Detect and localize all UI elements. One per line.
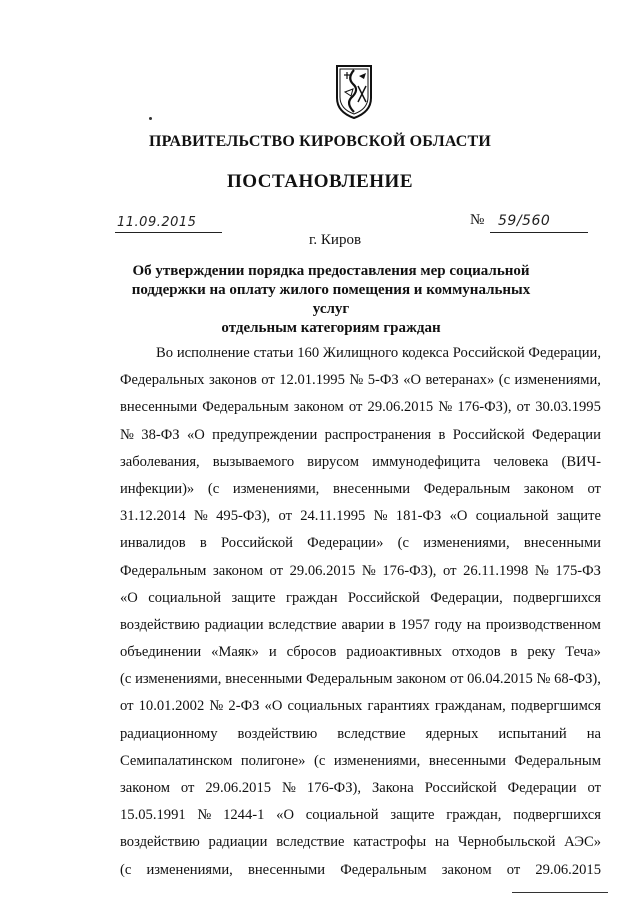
subject-line: Об утверждении порядка предоставления мер социальной (132, 263, 530, 279)
body-line: объединении «Маяк» и сбросов радиоактивных отходов в реку Теча» (120, 644, 601, 661)
body-line: 31.12.2014 № 495-ФЗ), от 24.11.1995 № 181-ФЗ «О социальной защите (120, 508, 601, 525)
body-line: заболевания, вызываемого вирусом иммунодефицита человека (ВИЧ- (120, 453, 601, 470)
document-number: 59/560 (498, 213, 551, 229)
body-line: 15.05.1991 № 1244-1 «О социальной защите граждан, подвергшихся (120, 807, 601, 824)
document-subject (120, 262, 542, 338)
number-label: № (470, 212, 485, 228)
body-text (120, 340, 601, 884)
subject-line: поддержки на оплату жилого помещения и коммунальных услуг (131, 282, 531, 317)
document-type: ПОСТАНОВЛЕНИЕ (226, 171, 414, 192)
body-line: радиационному воздействию вследствие ядерных испытаний на (120, 725, 601, 742)
body-line: (с изменениями, внесенными Федеральным законом от 06.04.2015 № 68-ФЗ), (120, 671, 601, 688)
kirov-emblem-icon (333, 62, 375, 120)
coat-of-arms-emblem (333, 62, 375, 120)
body-line: № 38-ФЗ «О предупреждении распространения в Российской Федерации (120, 426, 601, 443)
body-line: законом от 29.06.2015 № 176-ФЗ), Закона Российской Федерации от (120, 780, 601, 796)
body-line: воздействию радиации вследствие аварии в 1957 году на производственном (120, 616, 601, 633)
scan-artifact-dot (149, 117, 152, 120)
government-title: ПРАВИТЕЛЬСТВО КИРОВСКОЙ ОБЛАСТИ (148, 133, 492, 150)
body-line: инфекции)» (с изменениями, внесенными Федеральным законом от (120, 480, 601, 497)
body-line: (с изменениями, внесенными Федеральным законом от 29.06.2015 (120, 861, 601, 878)
body-line: «О социальной защите граждан Российской Федерации, подвергшихся (120, 589, 601, 606)
body-line: Во исполнение статьи 160 Жилищного кодекса Российской Федерации, (156, 345, 601, 361)
body-line: Федеральным законом от 29.06.2015 № 176-ФЗ), от 26.11.1998 № 175-ФЗ (120, 562, 601, 579)
body-line: инвалидов в Российской Федерации» (с изменениями, внесенными (120, 535, 601, 552)
body-line: от 10.01.2002 № 2-ФЗ «О социальных гарантиях гражданам, подвергшимся (120, 698, 601, 715)
subject-line: отдельным категориям граждан (221, 320, 441, 336)
body-line: воздействию радиации вследствие катастрофы на Чернобыльской АЭС» (120, 834, 601, 851)
document-date: 11.09.2015 (117, 215, 197, 230)
body-line: Семипалатинском полигоне» (с изменениями, внесенными Федеральным (120, 752, 601, 769)
body-line: Федеральных законов от 12.01.1995 № 5-ФЗ «О ветеранах» (с изменениями, (120, 372, 601, 389)
body-line: внесенными Федеральным законом от 29.06.2015 № 176-ФЗ), от 30.03.1995 (120, 399, 601, 416)
city: г. Киров (308, 232, 362, 248)
footer-rule (512, 892, 608, 893)
